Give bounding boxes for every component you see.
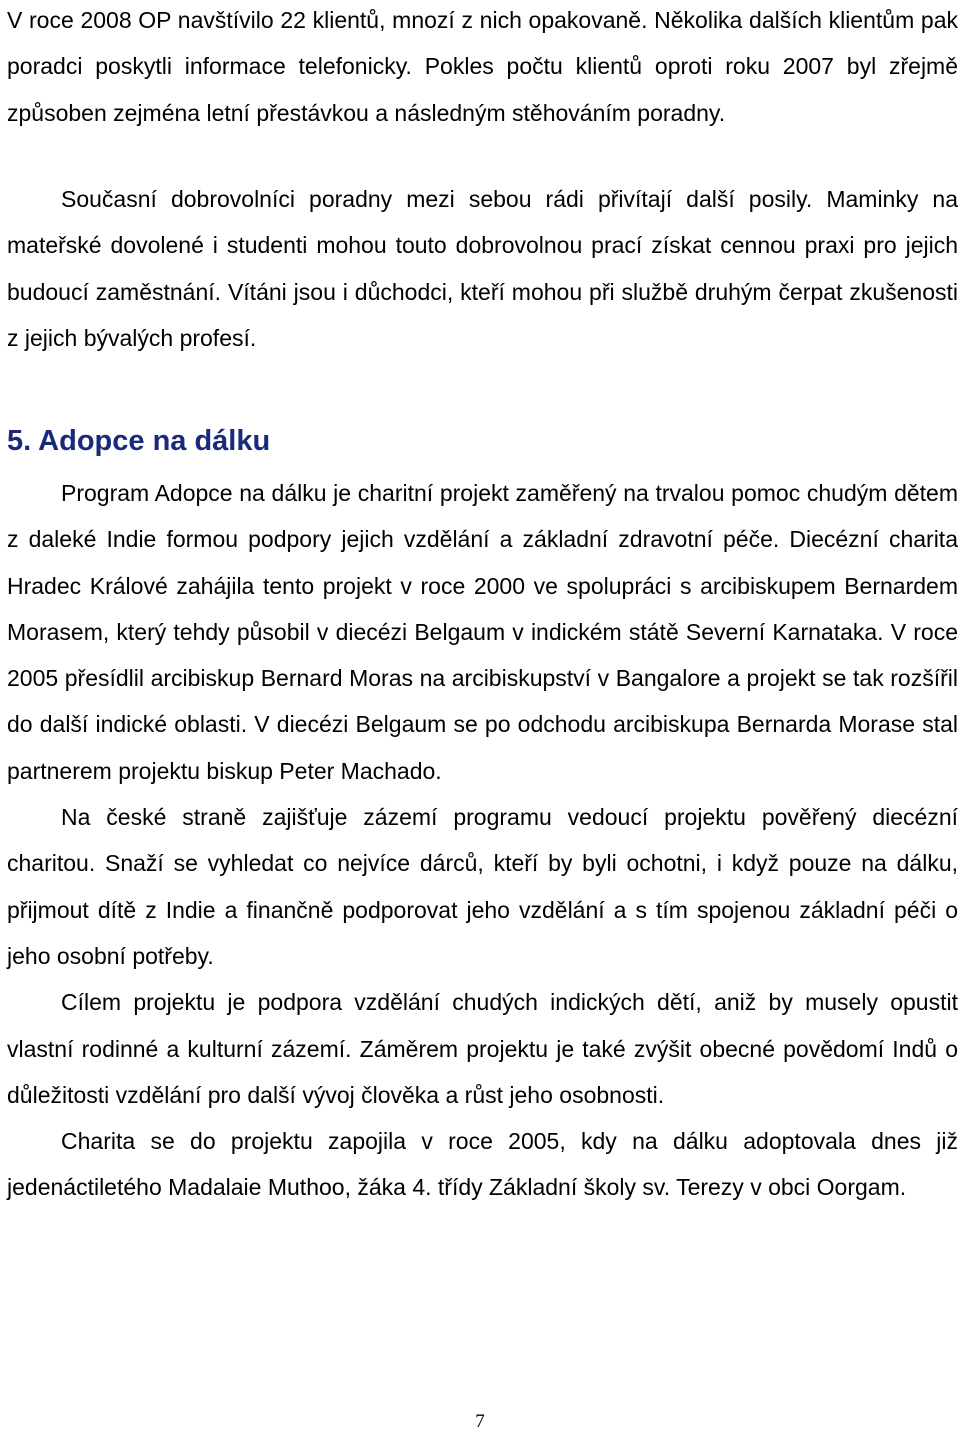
section-heading: 5. Adopce na dálku bbox=[7, 425, 271, 457]
intro-paragraph-1: V roce 2008 OP navštívilo 22 klientů, mnozí z nich opakovaně. Několika dalších klientům pak poradci poskytli informace telefonicky. Pokles počtu klientů oproti roku 2007 byl zřejmě způsoben zejména letní přestávkou a následným stěhováním poradny. bbox=[7, 7, 958, 126]
section-paragraph-3: Cílem projektu je podpora vzdělání chudých indických dětí, aniž by musely opustit vlastní rodinné a kulturní zázemí. Záměrem projektu je také zvýšit obecné povědomí Indů o důležitosti vzdělání pro další vývoj člověka a růst jeho osobnosti. bbox=[7, 989, 958, 1108]
intro-paragraph-2: Současní dobrovolníci poradny mezi sebou rádi přivítají další posily. Maminky na mateřské dovolené i studenti mohou touto dobrovolnou prací získat cennou praxi pro jejich budoucí zaměstnání. Vítáni jsou i důchodci, kteří mohou při službě druhým čerpat zkušenosti z jejich bývalých profesí. bbox=[7, 186, 958, 351]
page-number: 7 bbox=[475, 1411, 485, 1432]
section-body bbox=[7, 470, 958, 1211]
section-paragraph-2: Na české straně zajišťuje zázemí programu vedoucí projektu pověřený diecézní charitou. Snaží se vyhledat co nejvíce dárců, kteří by byli ochotni, i když pouze na dálku, přijmout dítě z Indie a finančně podporovat jeho vzdělání a s tím spojenou základní péči o jeho osobní potřeby. bbox=[7, 804, 958, 969]
section-paragraph-4: Charita se do projektu zapojila v roce 2005, kdy na dálku adoptovala dnes již jedenáctiletého Madalaie Muthoo, žáka 4. třídy Základní školy sv. Terezy v obci Oorgam. bbox=[7, 1128, 958, 1201]
section-paragraph-1: Program Adopce na dálku je charitní projekt zaměřený na trvalou pomoc chudým dětem z daleké Indie formou podpory jejich vzdělání a základní zdravotní péče. Diecézní charita Hradec Králové zahájila tento projekt v roce 2000 ve spolupráci s arcibiskupem Bernardem Morasem, který tehdy působil v diecézi Belgaum v indickém státě Severní Karnataka. V roce 2005 přesídlil arcibiskup Bernard Moras na arcibiskupství v Bangalore a projekt se tak rozšířil do další indické oblasti. V diecézi Belgaum se po odchodu arcibiskupa Bernarda Morase stal partnerem projektu biskup Peter Machado. bbox=[7, 480, 958, 784]
